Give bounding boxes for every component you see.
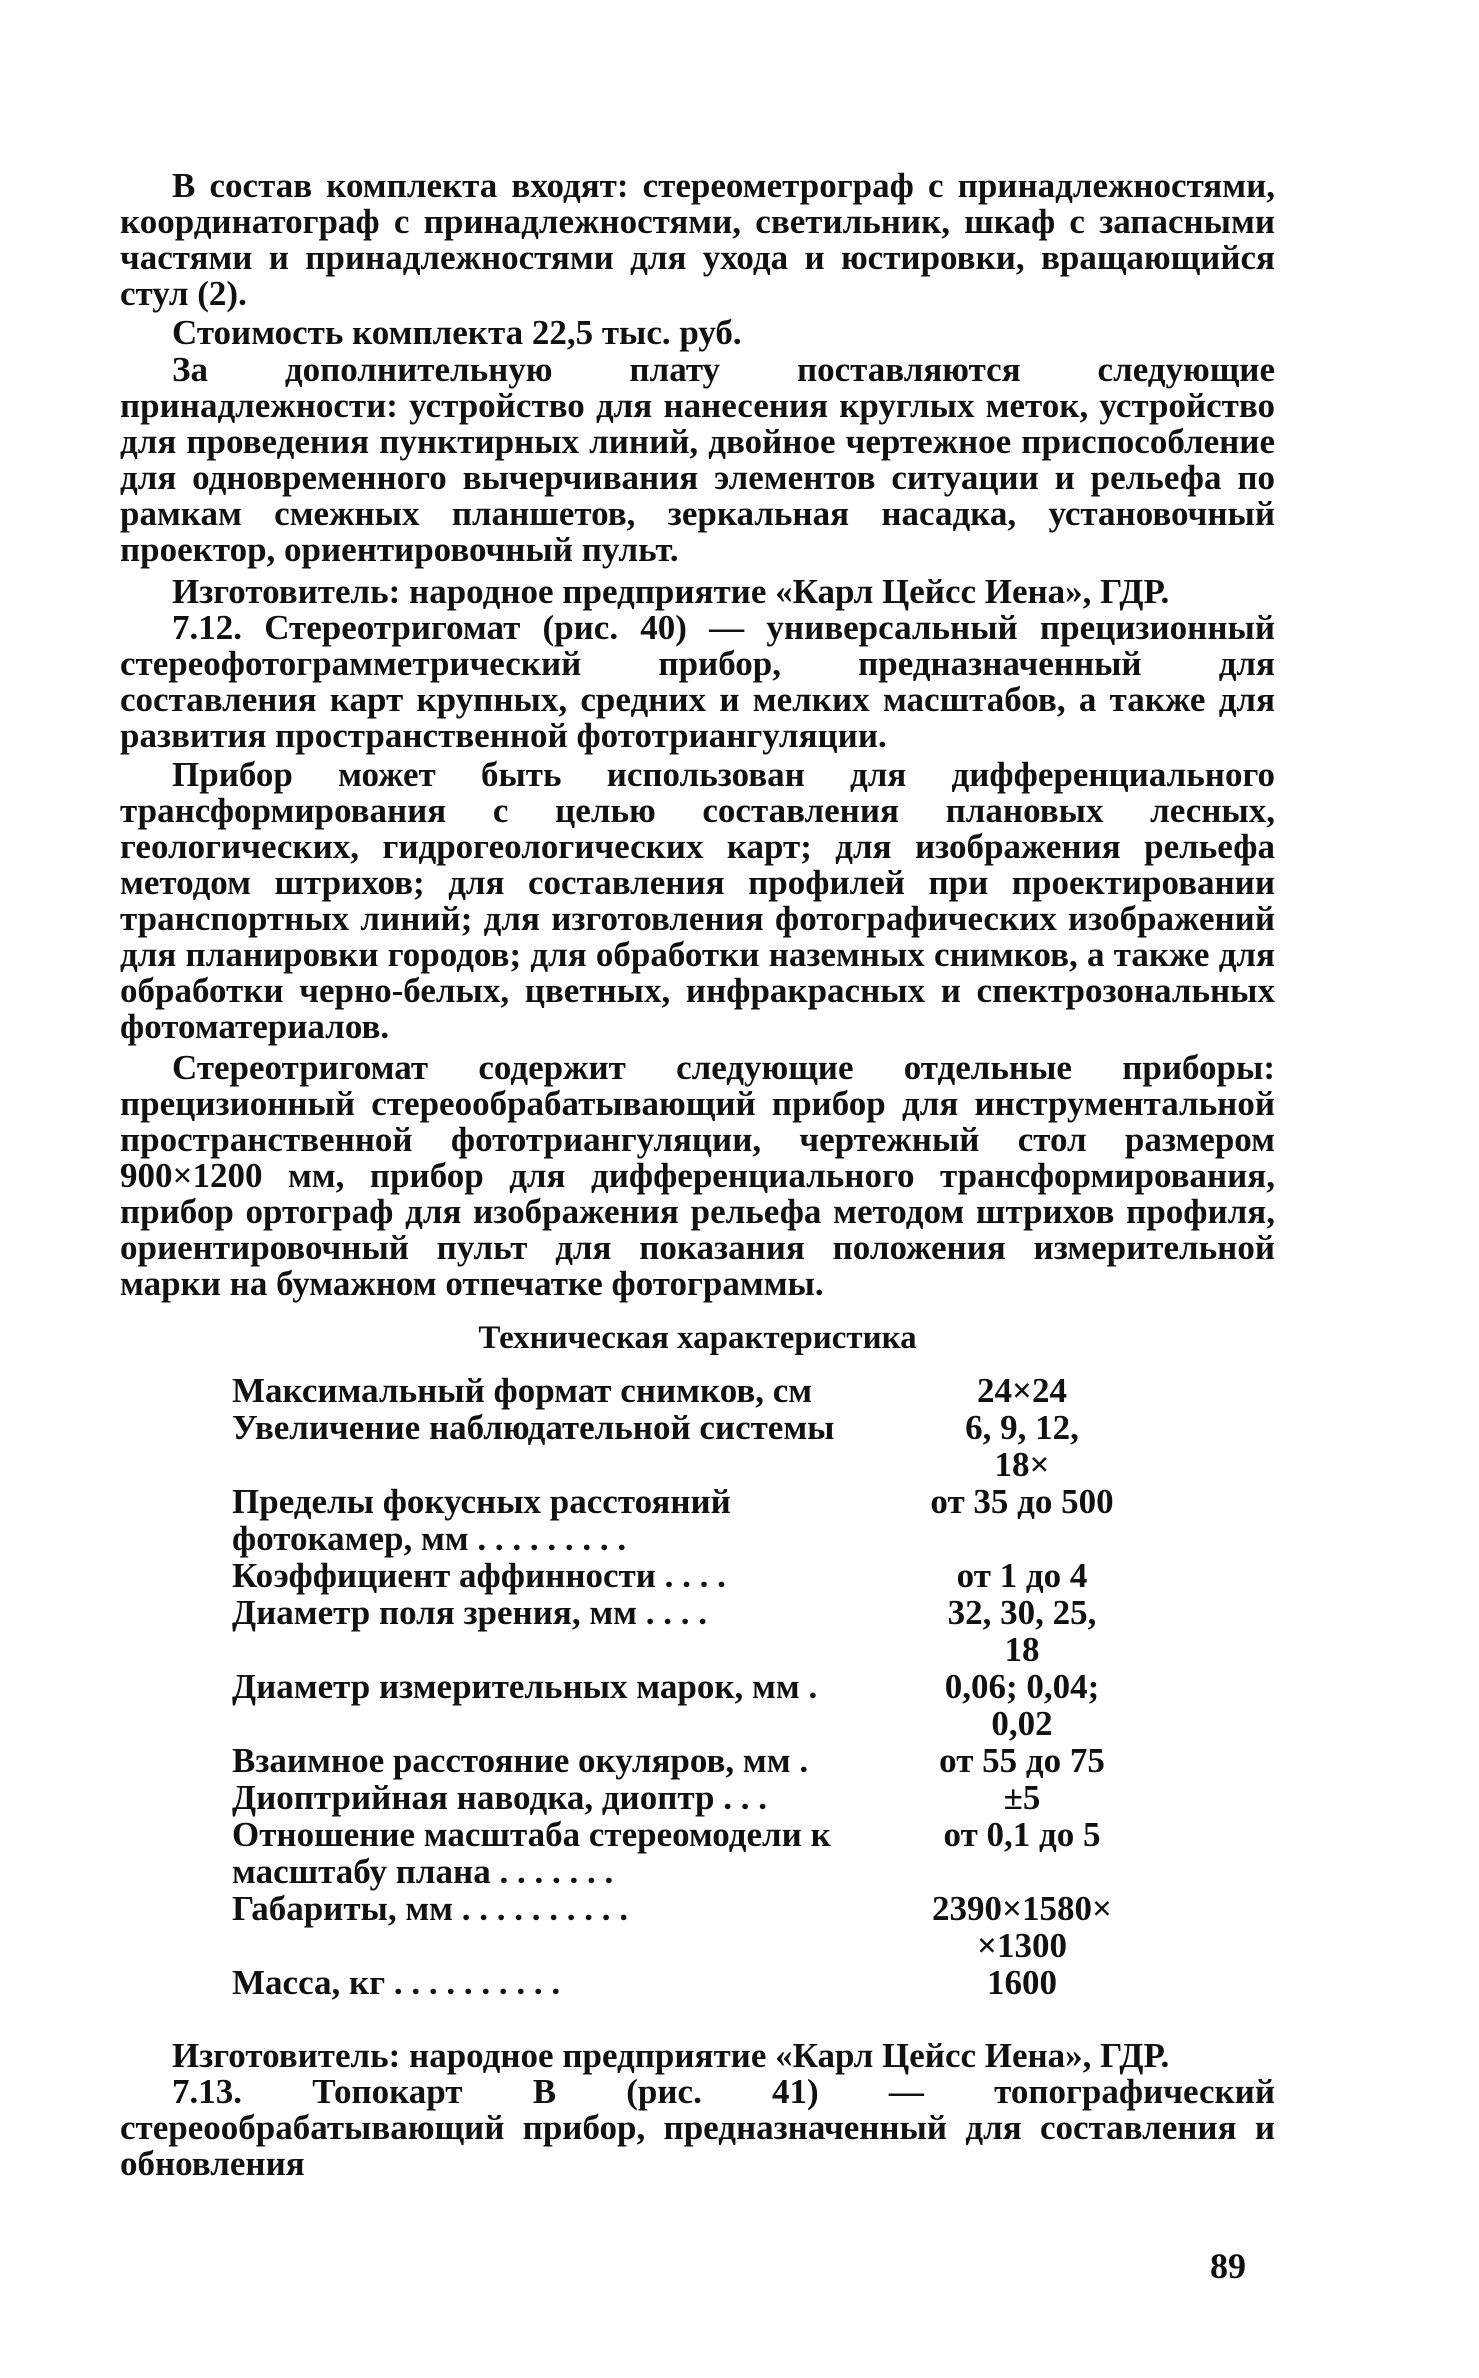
spec-label: Отношение масштаба стереомодели к масштабу плана . . . . . . .: [232, 1815, 831, 1891]
spec-value: 2390×1580× ×1300: [932, 1889, 1112, 1965]
spec-row: [232, 1594, 1162, 1668]
paragraph-manufacturer-1: Изготовитель: народное предприятие «Карл Цейсс Иена», ГДР.: [172, 572, 1170, 611]
spec-row: [232, 1557, 1162, 1594]
spec-row: [232, 1816, 1162, 1890]
paragraph-kit-contents: В состав комплекта входят: стереометрограф с принадлежностями, координатограф с принадлежностями, светильник, шкаф с запасными частями и принадлежностями для ухода и юстировки, вращающийся стул (2).: [120, 166, 1275, 313]
paragraph-topokart-intro: 7.13. Топокарт В (рис. 41) — топографический стереообрабатывающий прибор, предназначенный для составления и обновления: [120, 2072, 1275, 2183]
spec-value: от 55 до 75: [939, 1741, 1105, 1780]
spec-value: от 35 до 500: [930, 1482, 1114, 1521]
spec-value: 32, 30, 25, 18: [947, 1593, 1097, 1669]
spec-value: 24×24: [977, 1371, 1067, 1410]
spec-value: 1600: [987, 1963, 1057, 2002]
spec-row: [232, 1964, 1162, 2001]
tech-spec-table: [232, 1372, 1162, 2001]
paragraph-stereotrigomat-intro: 7.12. Стереотригомат (рис. 40) — универсальный прецизионный стереофотограмметрический прибор, предназначенный для составления карт крупных, средних и мелких масштабов, а также для развития пространственной фототриангуляции.: [120, 608, 1275, 755]
spec-value: от 1 до 4: [956, 1556, 1088, 1595]
spec-label: Коэффициент аффинности . . . .: [232, 1556, 726, 1595]
spec-row: [232, 1890, 1162, 1964]
spec-value: ±5: [1003, 1778, 1041, 1817]
spec-label: Диоптрийная наводка, диоптр . . .: [232, 1778, 767, 1817]
spec-label: Габариты, мм . . . . . . . . . .: [232, 1889, 629, 1928]
spec-label: Увеличение наблюдательной системы: [232, 1408, 835, 1447]
paragraph-manufacturer-2: Изготовитель: народное предприятие «Карл Цейсс Иена», ГДР.: [172, 2036, 1170, 2075]
spec-label: Диаметр измерительных марок, мм .: [232, 1667, 818, 1706]
page-number: 89: [1210, 2246, 1246, 2286]
paragraph-extra-accessories: За дополнительную плату поставляются следующие принадлежности: устройство для нанесения круглых меток, устройство для проведения пунктирных линий, двойное чертежное приспособление для одновременного вычерчивания элементов ситуации и рельефа по рамкам смежных планшетов, зеркальная насадка, установочный проектор, ориентировочный пульт.: [120, 350, 1275, 569]
spec-row: [232, 1742, 1162, 1779]
spec-row: [232, 1483, 1162, 1557]
section-heading: Техническая характеристика: [478, 1320, 917, 1356]
spec-label: Максимальный формат снимков, см: [232, 1371, 813, 1410]
spec-label: Диаметр поля зрения, мм . . . .: [232, 1593, 707, 1632]
spec-label: Взаимное расстояние окуляров, мм .: [232, 1741, 809, 1780]
paragraph-device-components: Стереотригомат содержит следующие отдельные приборы: прецизионный стереообрабатывающий прибор для инструментальной пространственной фототриангуляции, чертежный стол размером 900×1200 мм, прибор для дифференциального трансформирования, прибор ортограф для изображения рельефа методом штрихов профиля, ориентировочный пульт для показания положения измерительной марки на бумажном отпечатке фотограммы.: [120, 1048, 1275, 1303]
spec-value: 0,06; 0,04; 0,02: [944, 1667, 1100, 1743]
spec-value: от 0,1 до 5: [943, 1815, 1101, 1854]
spec-row: [232, 1409, 1162, 1483]
paragraph-kit-cost: Стоимость комплекта 22,5 тыс. руб.: [172, 313, 742, 352]
spec-row: [232, 1668, 1162, 1742]
spec-value: 6, 9, 12, 18×: [965, 1408, 1079, 1484]
spec-row: [232, 1779, 1162, 1816]
spec-label: Масса, кг . . . . . . . . . .: [232, 1963, 561, 2002]
spec-label: Пределы фокусных расстояний фотокамер, мм . . . . . . . . .: [232, 1482, 731, 1558]
paragraph-device-uses: Прибор может быть использован для дифференциального трансформирования с целью составления плановых лесных, геологических, гидрогеологических карт; для изображения рельефа методом штрихов; для составления профилей при проектировании транспортных линий; для изготовления фотографических изображений для планировки городов; для обработки наземных снимков, а также для обработки черно-белых, цветных, инфракрасных и спектрозональных фотоматериалов.: [120, 755, 1275, 1046]
spec-row: [232, 1372, 1162, 1409]
